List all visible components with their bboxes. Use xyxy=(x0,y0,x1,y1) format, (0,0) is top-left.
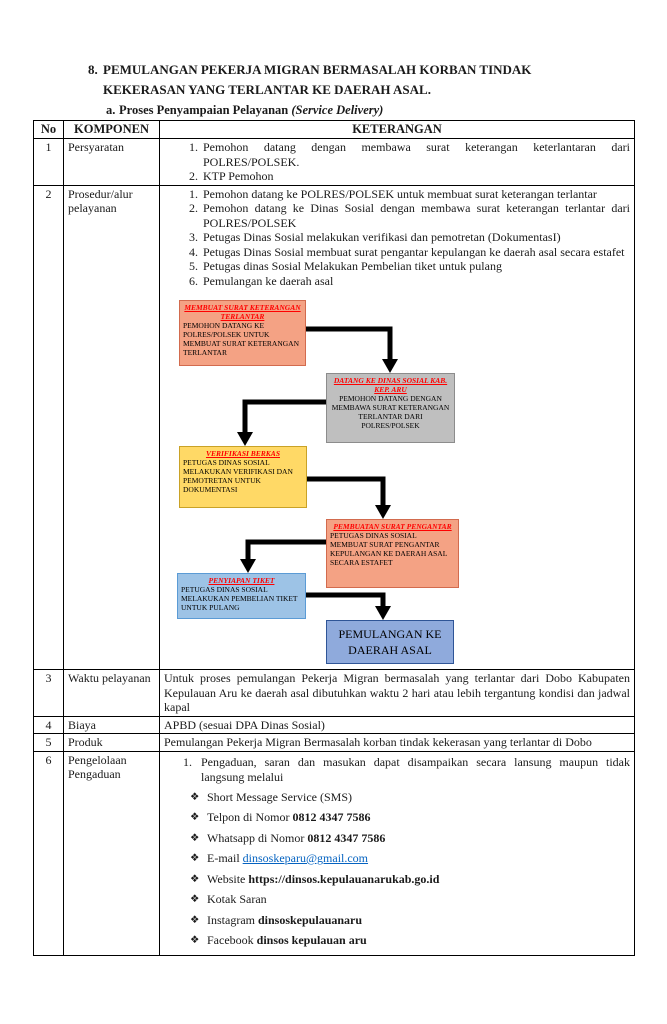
diamond-bullet-icon: ❖ xyxy=(190,913,200,926)
row6-no: 6 xyxy=(34,751,64,955)
flowchart-box-verifikasi-berkas xyxy=(179,446,307,508)
table-row-prosedur xyxy=(34,185,635,670)
flowchart-box-datang-dinsos xyxy=(326,373,455,443)
flowchart-box-membuat-surat xyxy=(179,300,306,366)
row4-komponen: Biaya xyxy=(64,716,160,734)
diamond-bullet-icon: ❖ xyxy=(190,811,200,823)
row1-keterangan xyxy=(160,139,635,186)
table-row-persyaratan xyxy=(34,139,635,186)
row1-komponen: Persyaratan xyxy=(64,139,160,186)
flow-box-body: PEMOHON DATANG DENGAN MEMBAWA SURAT KETERANGAN TERLANTAR DARI POLRES/POLSEK xyxy=(331,394,450,430)
channel-label: Kotak Saran xyxy=(207,892,267,906)
row6-keterangan xyxy=(160,751,635,955)
row3-komponen: Waktu pelayanan xyxy=(64,670,160,717)
flowchart-box-surat-pengantar xyxy=(326,519,459,588)
heading-text: PEMULANGAN PEKERJA MIGRAN BERMASALAH KORBAN TINDAK KEKERASAN YANG TERLANTAR KE DAERAH ASAL. xyxy=(103,62,532,98)
service-standard-table xyxy=(33,120,635,956)
flow-box-body: PEMOHON DATANG KE POLRES/POLSEK UNTUK MEMBUAT SURAT KETERANGAN TERLANTAR xyxy=(183,321,299,357)
heading-block xyxy=(88,60,588,118)
procedure-flowchart xyxy=(164,290,630,668)
list-item: 6. Pemulangan ke daerah asal xyxy=(201,274,630,289)
header-no: No xyxy=(34,121,64,139)
channel-label: Facebook xyxy=(207,933,257,947)
diamond-bullet-icon: ❖ xyxy=(190,790,200,803)
list-item: 2. KTP Pemohon xyxy=(201,169,630,184)
diamond-bullet-icon: ❖ xyxy=(190,831,200,844)
header-keterangan: KETERANGAN xyxy=(160,121,635,139)
heading-number: 8. xyxy=(88,62,98,77)
pengaduan-intro xyxy=(183,755,630,785)
flow-box-body: PETUGAS DINAS SOSIAL MELAKUKAN PEMBELIAN TIKET UNTUK PULANG xyxy=(181,585,298,612)
table-row-produk xyxy=(34,734,635,752)
table-header-row xyxy=(34,121,635,139)
flow-box-title: PEMBUATAN SURAT PENGANTAR xyxy=(333,522,452,531)
channel-facebook xyxy=(190,933,630,948)
diamond-bullet-icon: ❖ xyxy=(190,872,200,885)
row3-no: 3 xyxy=(34,670,64,717)
row4-no: 4 xyxy=(34,716,64,734)
flow-final-label: PEMULANGAN KE DAERAH ASAL xyxy=(338,627,442,657)
diamond-bullet-icon: ❖ xyxy=(190,934,200,946)
persyaratan-list xyxy=(164,140,630,184)
channel-instagram xyxy=(190,913,630,928)
prosedur-list xyxy=(164,187,630,289)
list-item: 1. Pemohon datang dengan membawa surat keterangan keterlantaran dari POLRES/POLSEK. xyxy=(201,140,630,169)
header-komponen: KOMPONEN xyxy=(64,121,160,139)
flowchart-box-penyiapan-tiket xyxy=(177,573,306,619)
row4-keterangan: APBD (sesuai DPA Dinas Sosial) xyxy=(160,716,635,734)
channel-label: E-mail xyxy=(207,851,243,865)
flow-box-title: PENYIAPAN TIKET xyxy=(208,576,275,585)
row5-komponen: Produk xyxy=(64,734,160,752)
row1-no: 1 xyxy=(34,139,64,186)
channel-sms xyxy=(190,790,630,805)
flow-arrow-1 xyxy=(306,329,398,373)
channel-kotak-saran xyxy=(190,892,630,907)
channel-telpon xyxy=(190,810,630,825)
table-row-waktu xyxy=(34,670,635,717)
flow-box-body: PETUGAS DINAS SOSIAL MEMBUAT SURAT PENGANTAR KEPULANGAN KE DAERAH ASAL SECARA ESTAFET xyxy=(330,531,448,567)
pengaduan-channel-list xyxy=(164,790,630,949)
intro-number: 1. xyxy=(183,754,192,769)
diamond-bullet-icon: ❖ xyxy=(190,893,200,905)
table-row-pengaduan xyxy=(34,751,635,955)
channel-label: Instagram xyxy=(207,912,258,927)
row2-no: 2 xyxy=(34,185,64,670)
list-item: 1. Pemohon datang ke POLRES/POLSEK untuk membuat surat keterangan terlantar xyxy=(201,187,630,202)
row5-keterangan: Pemulangan Pekerja Migran Bermasalah korban tindak kekerasan yang terlantar di Dobo xyxy=(160,734,635,752)
channel-website xyxy=(190,872,630,887)
flow-arrow-5 xyxy=(306,595,391,620)
flow-arrow-3 xyxy=(307,479,391,519)
flow-box-body: PETUGAS DINAS SOSIAL MELAKUKAN VERIFIKASI DAN PEMOTRETAN UNTUK DOKUMENTASI xyxy=(183,458,293,494)
flowchart-box-pemulangan-final xyxy=(326,620,454,664)
page-title xyxy=(88,60,588,100)
subheading-italic: (Service Delivery) xyxy=(291,103,384,118)
page-subtitle xyxy=(106,103,588,118)
subheading-text xyxy=(119,103,383,118)
flow-box-title: VERIFIKASI BERKAS xyxy=(205,449,280,458)
list-item: 5. Petugas dinas Sosial Melakukan Pembelian tiket untuk pulang xyxy=(201,259,630,274)
flow-box-title: MEMBUAT SURAT KETERANGAN TERLANTAR xyxy=(184,303,301,321)
list-item: 3. Petugas Dinas Sosial melakukan verifikasi dan pemotretan (DokumentasI) xyxy=(201,230,630,245)
channel-email xyxy=(190,851,630,866)
channel-label: Whatsapp di Nomor xyxy=(207,830,308,845)
row2-komponen: Prosedur/alur pelayanan xyxy=(64,185,160,670)
email-link[interactable]: dinsoskeparu@gmail.com xyxy=(242,851,369,865)
list-item: 2. Pemohon datang ke Dinas Sosial dengan membawa surat keterangan terlantar dari POLRES/POLSEK xyxy=(201,201,630,230)
channel-value: 0812 4347 7586 xyxy=(292,810,371,824)
flow-box-title: DATANG KE DINAS SOSIAL KAB. KEP. ARU xyxy=(333,376,448,394)
channel-value: https://dinsos.kepulauanarukab.go.id xyxy=(248,871,440,886)
list-item: 4. Petugas Dinas Sosial membuat surat pengantar kepulangan ke daerah asal secara estafet xyxy=(201,245,630,260)
channel-value: 0812 4347 7586 xyxy=(307,830,386,845)
subheading-letter: a. xyxy=(106,103,116,118)
row5-no: 5 xyxy=(34,734,64,752)
channel-value: dinsoskepulauanaru xyxy=(257,912,363,927)
channel-label: Website xyxy=(207,871,249,886)
channel-value: dinsos kepulauan aru xyxy=(256,933,367,947)
channel-whatsapp xyxy=(190,831,630,846)
channel-label: Short Message Service (SMS) xyxy=(207,789,352,804)
row3-keterangan: Untuk proses pemulangan Pekerja Migran bermasalah yang terlantar dari Dobo Kabupaten Kepulauan Aru ke daerah asal dibutuhkan waktu 2 hari atau lebih tergantung kondisi dan jadwal kapal xyxy=(160,670,635,717)
flow-arrow-4 xyxy=(240,542,326,573)
subheading-label: Proses Penyampaian Pelayanan xyxy=(119,103,292,118)
table-row-biaya xyxy=(34,716,635,734)
row6-komponen: Pengelolaan Pengaduan xyxy=(64,751,160,955)
row2-keterangan xyxy=(160,185,635,670)
intro-text: Pengaduan, saran dan masukan dapat disampaikan secara lansung maupun tidak langsung melalui xyxy=(201,754,630,784)
channel-label: Telpon di Nomor xyxy=(207,810,293,824)
diamond-bullet-icon: ❖ xyxy=(190,852,200,864)
flow-arrow-2 xyxy=(237,402,326,446)
